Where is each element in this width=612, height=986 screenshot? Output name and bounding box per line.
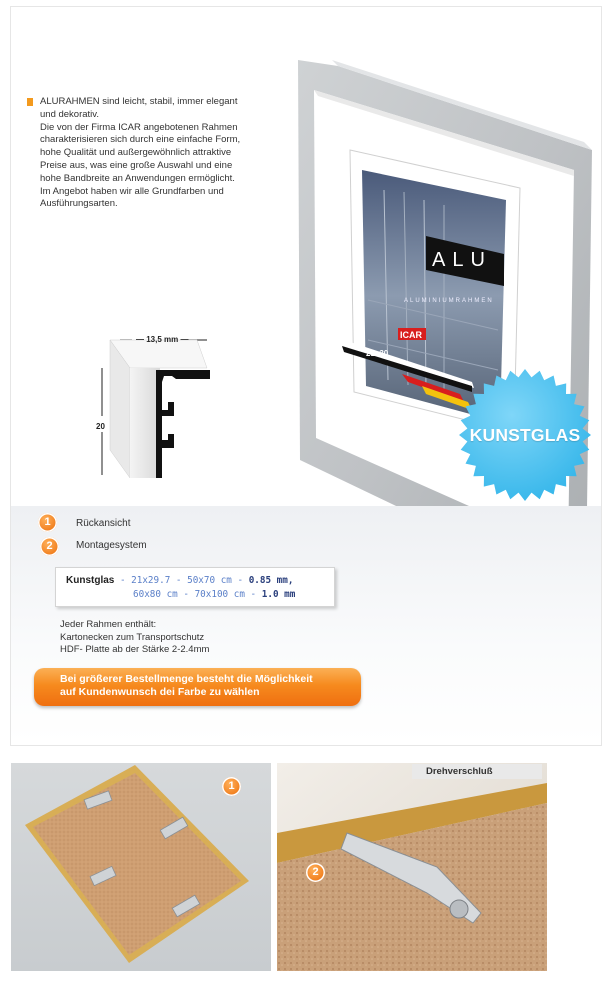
frame-contents-list [60,619,209,657]
legend-item-montagesystem: Montagesystem [76,540,147,551]
contents-line: Kartonecken zum Transportschutz [60,631,205,643]
intro-line: hohe Qualität und außergewöhnlich attraktive [40,147,232,159]
intro-line: Im Angebot haben wir alle Grundfarben und [40,185,224,197]
intro-line: hohe Bandbreite an Anwendungen ermöglicht. [40,172,235,184]
intro-line: charakterisieren sich durch eine einfache Form, [40,134,241,146]
spec-separator: - [114,575,132,586]
spec-thickness-1: 0.85 mm, [248,575,294,586]
spec-line-2 [66,588,326,602]
poster-brand: ICAR [400,330,422,340]
intro-line: und dekorativ. [40,108,99,120]
intro-line: Die von der Firma ICAR angebotenen Rahmen [40,121,238,133]
intro-line: Preise aus, was eine große Auswahl und eine [40,159,233,171]
profile-width-label: — 13,5 mm — [136,335,189,344]
profile-cross-section-icon [82,330,222,480]
spec-separator: - [231,575,249,586]
intro-line: ALURAHMEN sind leicht, stabil, immer elegant [40,96,238,107]
number-badge-1: 1 [222,777,241,796]
contents-line: HDF- Platte ab der Stärke 2-2.4mm [60,644,210,655]
intro-text [40,96,280,211]
spec-label: Kunstglas [66,575,115,586]
notice-line-1: Bei größerer Bestellmenge besteht die Möglichkeit [60,673,313,685]
spec-thickness-2: 1.0 mm [261,589,296,600]
profile-height-label: 20 [96,422,105,431]
frame-profile-drawing [82,330,222,480]
spec-separator: - [244,589,262,600]
photo-rear-view [11,763,271,971]
kunstglas-badge [455,365,595,505]
photo-mounting-system [277,763,547,971]
spec-sizes-2: 60x80 cm - 70x100 cm [133,589,245,600]
contents-line: Jeder Rahmen enthält: [60,619,157,630]
spec-line-1 [66,574,326,588]
poster-title: ALU [432,249,492,271]
custom-color-notice [34,668,361,706]
legend-item-rueckansicht: Rückansicht [76,518,131,529]
profile-width-value: 13,5 mm [146,335,179,344]
number-badge-2: 2 [40,537,59,556]
bullet-icon [27,98,33,106]
kunstglas-spec-box [55,567,335,607]
notice-line-2: auf Kundenwunsch dei Farbe zu wählen [60,686,260,698]
spec-sizes-1: 21x29.7 - 50x70 cm [131,575,232,586]
intro-line: Ausführungsarten. [40,198,118,210]
number-badge-1: 1 [38,513,57,532]
poster-size: 21x30 [366,349,389,358]
badge-label: KUNSTGLAS [469,424,581,445]
number-badge-2: 2 [306,863,325,882]
turn-clip-label: Drehverschluß [412,764,542,779]
poster-subtitle: ALUMINIUMRAHMEN [404,298,494,304]
